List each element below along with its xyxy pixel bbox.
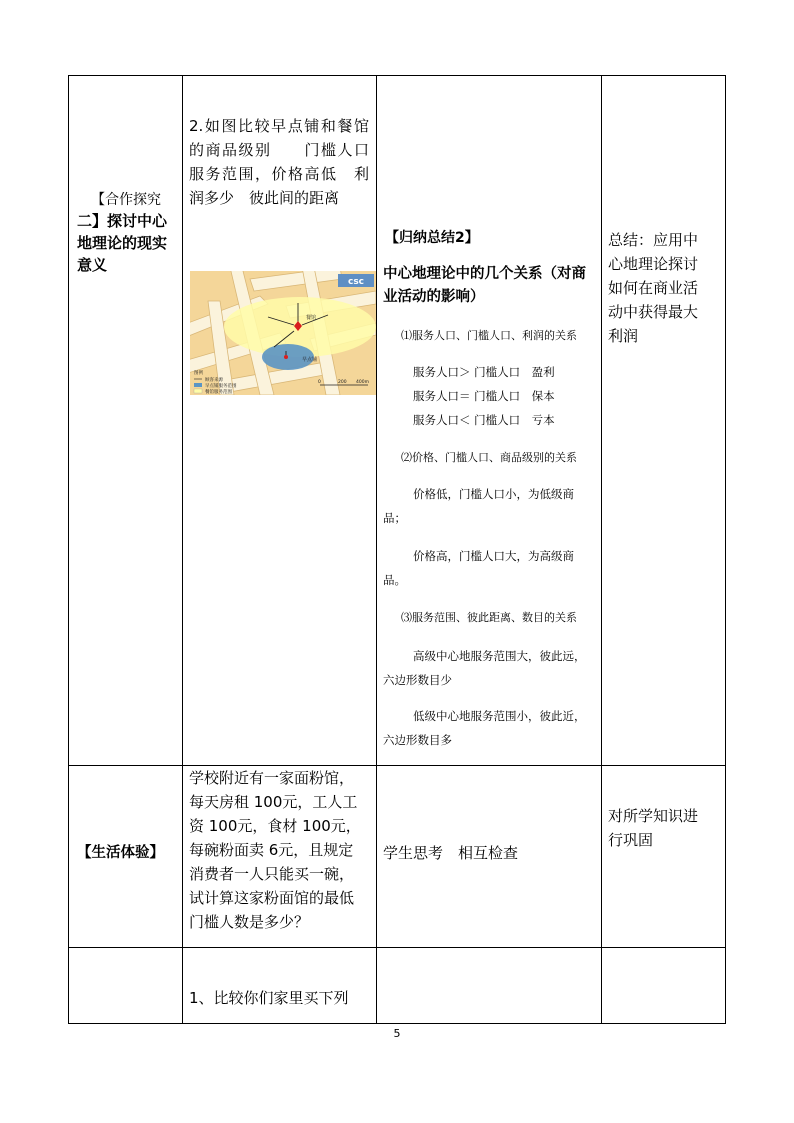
intent-cell (602, 766, 726, 948)
activity-line: 1、比较你们家里买下列 (189, 989, 349, 1007)
activity-line: 服务范围，价格高低 利 (189, 165, 369, 183)
activity-cell (183, 948, 377, 1024)
service-range-map (190, 271, 376, 395)
page-number: 5 (393, 1027, 401, 1040)
map-legend-title: 图例 (194, 371, 203, 376)
activity-line: 消费者一人只能买一碗， (189, 865, 355, 883)
relation-line: 高级中心地服务范围大，彼此远， (413, 649, 586, 663)
activity-line: 每碗粉面卖 6元，且规定 (189, 841, 354, 859)
map-legend-item: 顾客来源 (205, 378, 223, 383)
activity-line: 资 100元，食材 100元， (189, 817, 361, 835)
relation-title: ⑶服务范围、彼此距离、数目的关系 (401, 611, 577, 624)
lesson-plan-table (68, 75, 726, 1024)
table-row (69, 948, 726, 1024)
summary-cell (377, 76, 602, 766)
map-legend-item: 早点铺服务范围 (205, 384, 237, 389)
relation-line: 服务人口＜ 门槛人口 亏本 (413, 413, 555, 427)
activity-line: 每天房租 100元，工人工 (189, 793, 358, 811)
relation-line: 服务人口＞ 门槛人口 盈利 (413, 365, 555, 379)
activity-text (189, 766, 371, 934)
stage-label: 【生活体验】 (77, 845, 164, 861)
map-legend-item: 餐馆服务范围 (205, 390, 232, 395)
intent-line: 对所学知识进 (608, 807, 699, 825)
student-activity: 学生思考 相互检查 (383, 844, 519, 862)
intent-line: 行巩固 (608, 831, 654, 849)
stage-label (77, 190, 181, 277)
relation-line: 品； (383, 511, 406, 525)
map-logo: csc (347, 277, 365, 287)
relation-line: 品。 (383, 573, 406, 587)
activity-cell (183, 76, 377, 766)
table-row (69, 76, 726, 766)
relation-title: ⑵价格、门槛人口、商品级别的关系 (401, 451, 577, 464)
intent-text (608, 804, 722, 852)
intent-line: 心地理论探讨 (608, 255, 699, 273)
intent-text (608, 228, 722, 348)
student-cell (377, 948, 602, 1024)
intent-line: 如何在商业活 (608, 279, 699, 297)
relation-title: ⑴服务人口、门槛人口、利润的关系 (401, 329, 577, 342)
relation-line: 价格高，门槛人口大，为高级商 (413, 549, 574, 563)
intent-cell (602, 948, 726, 1024)
intent-cell (602, 76, 726, 766)
map-scale-label: 0 (318, 380, 321, 385)
stage-cell (69, 76, 183, 766)
intent-line: 总结：应用中 (608, 231, 699, 249)
summary-heading: 中心地理论中的几个关系（对商业活动的影响） (383, 266, 586, 305)
stage-cell (69, 766, 183, 948)
activity-line: 学校附近有一家面粉馆， (189, 769, 355, 787)
activity-cell (183, 766, 377, 948)
activity-line: 润多少 彼此间的距离 (189, 189, 340, 207)
relation-line: 低级中心地服务范围小，彼此近， (413, 709, 586, 723)
stage-label-prefix: 【合作探究 (91, 192, 161, 208)
student-cell (377, 766, 602, 948)
relation-line: 服务人口＝ 门槛人口 保本 (413, 389, 555, 403)
relation-line: 六边形数目少 (383, 673, 452, 687)
relation-line: 价格低，门槛人口小，为低级商 (413, 487, 574, 501)
activity-line: 的商品级别 门槛人口 (189, 141, 369, 159)
intent-line: 动中获得最大 (608, 303, 699, 321)
summary-title: 【归纳总结2】 (385, 230, 479, 246)
activity-text (189, 114, 369, 210)
activity-line: 门槛人数是多少？ (189, 913, 310, 931)
stage-label-bold: 二】探讨中心地理论的现实意义 (77, 212, 168, 274)
svg-text:早点铺: 早点铺 (302, 357, 318, 363)
stage-cell (69, 948, 183, 1024)
svg-text:餐馆: 餐馆 (306, 315, 317, 321)
relation-line: 六边形数目多 (383, 733, 452, 747)
activity-line: 2.如图比较早点铺和餐馆 (189, 117, 369, 135)
activity-line: 试计算这家粉面馆的最低 (189, 889, 355, 907)
intent-line: 利润 (608, 327, 639, 345)
table-row (69, 766, 726, 948)
map-scale-label: 200 (338, 380, 347, 385)
map-scale-label: 400m (356, 380, 369, 385)
